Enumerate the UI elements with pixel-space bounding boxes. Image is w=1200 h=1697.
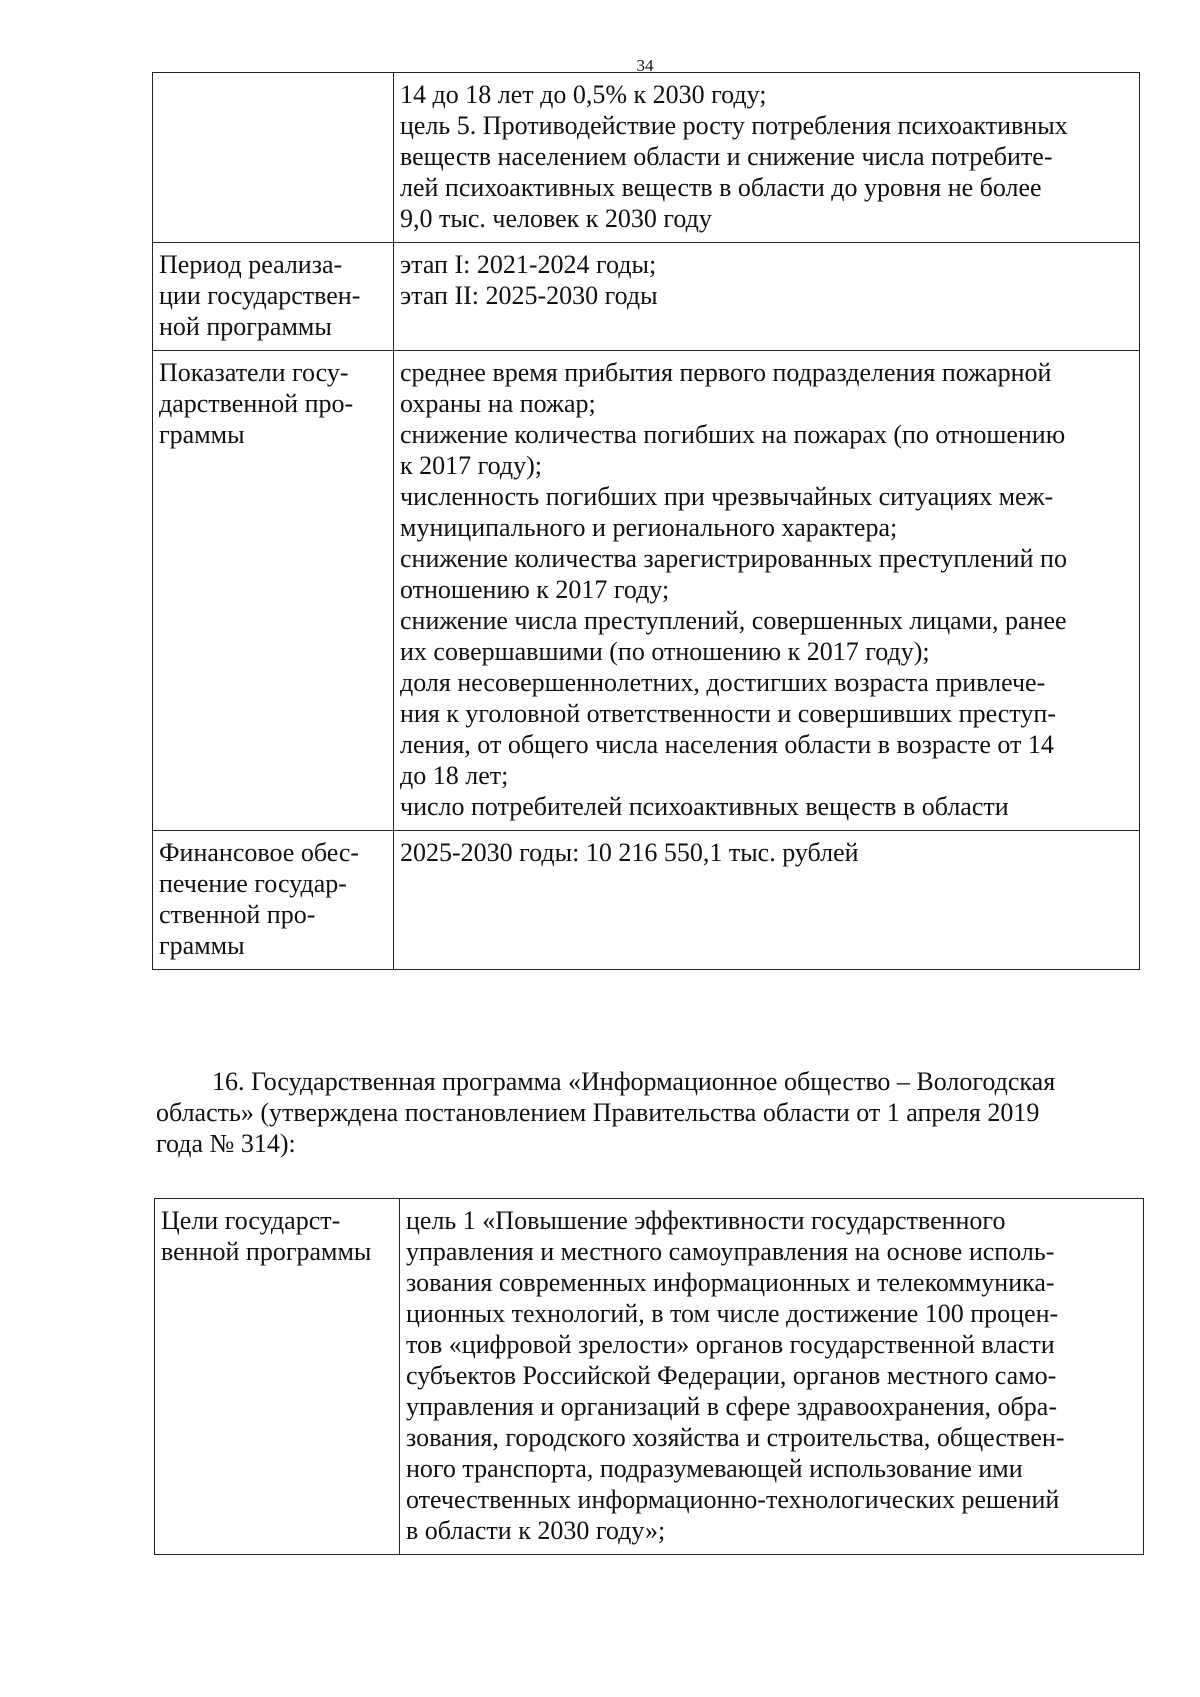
paragraph-line: 16. Государственная программа «Информационное общество – Вологодская bbox=[212, 1067, 1056, 1096]
text-line: ного транспорта, подразумевающей использование ими bbox=[406, 1454, 1023, 1483]
text-line: зования современных информационных и телекоммуника- bbox=[406, 1268, 1055, 1297]
passport-table-continued bbox=[152, 72, 1140, 970]
text-line: этап II: 2025-2030 годы bbox=[400, 281, 658, 310]
label-line: Период реализа- bbox=[159, 250, 343, 279]
text-line: среднее время прибытия первого подразделения пожарной bbox=[400, 358, 1052, 387]
text-line: к 2017 году); bbox=[400, 451, 543, 480]
text-line: управления и местного самоуправления на основе исполь- bbox=[406, 1237, 1055, 1266]
text-line: ционных технологий, в том числе достижение 100 процен- bbox=[406, 1299, 1059, 1328]
row-value-cell bbox=[400, 1199, 1144, 1555]
label-line: ции государствен- bbox=[159, 281, 361, 310]
label-line: Финансовое обес- bbox=[159, 838, 360, 867]
text-line: ния к уголовной ответственности и совершивших преступ- bbox=[400, 699, 1056, 728]
text-line: управления и организаций в сфере здравоохранения, обра- bbox=[406, 1392, 1057, 1421]
label-line: Цели государст- bbox=[161, 1206, 341, 1235]
text-line: лей психоактивных веществ в области до уровня не более bbox=[400, 173, 1042, 202]
text-line: снижение числа преступлений, совершенных лицами, ранее bbox=[400, 606, 1067, 635]
label-line: венной программы bbox=[161, 1237, 372, 1266]
section-paragraph bbox=[156, 1066, 1146, 1159]
row-value-cell bbox=[394, 243, 1140, 351]
text-line: отношению к 2017 году; bbox=[400, 575, 670, 604]
row-label-cell bbox=[153, 243, 394, 351]
label-line: граммы bbox=[159, 931, 245, 960]
text-line: субъектов Российской Федерации, органов местного само- bbox=[406, 1361, 1057, 1390]
table-row bbox=[153, 351, 1140, 831]
text-line: численность погибших при чрезвычайных ситуациях меж- bbox=[400, 482, 1054, 511]
label-line: печение государ- bbox=[159, 869, 347, 898]
text-line: отечественных информационно-технологических решений bbox=[406, 1485, 1060, 1514]
row-label-cell bbox=[153, 73, 394, 243]
row-label-cell bbox=[155, 1199, 400, 1555]
text-line: снижение количества зарегистрированных преступлений по bbox=[400, 544, 1067, 573]
text-line: 9,0 тыс. человек к 2030 году bbox=[400, 204, 712, 233]
label-line: Показатели госу- bbox=[159, 358, 349, 387]
text-line: веществ населением области и снижение числа потребите- bbox=[400, 142, 1053, 171]
text-line: снижение количества погибших на пожарах (по отношению bbox=[400, 420, 1066, 449]
text-line: в области к 2030 году»; bbox=[406, 1516, 666, 1545]
row-value-cell bbox=[394, 831, 1140, 970]
text-line: цель 5. Противодействие росту потребления психоактивных bbox=[400, 111, 1068, 140]
text-line: их совершавшими (по отношению к 2017 году); bbox=[400, 637, 930, 666]
table-row bbox=[155, 1199, 1144, 1555]
text-line: до 18 лет; bbox=[400, 761, 509, 790]
label-line: ственной про- bbox=[159, 900, 316, 929]
row-label-cell bbox=[153, 351, 394, 831]
text-line: 2025-2030 годы: 10 216 550,1 тыс. рублей bbox=[400, 838, 859, 867]
text-line: охраны на пожар; bbox=[400, 389, 596, 418]
text-line: ления, от общего числа населения области в возрасте от 14 bbox=[400, 730, 1054, 759]
text-line: цель 1 «Повышение эффективности государственного bbox=[406, 1206, 1006, 1235]
paragraph-line: года № 314): bbox=[156, 1129, 296, 1158]
label-line: граммы bbox=[159, 420, 245, 449]
label-line: ной программы bbox=[159, 312, 332, 341]
table-row bbox=[153, 243, 1140, 351]
row-value-cell bbox=[394, 351, 1140, 831]
table-row bbox=[153, 73, 1140, 243]
text-line: тов «цифровой зрелости» органов государственной власти bbox=[406, 1330, 1055, 1359]
row-value-cell bbox=[394, 73, 1140, 243]
table-row bbox=[153, 831, 1140, 970]
text-line: число потребителей психоактивных веществ в области bbox=[400, 792, 1009, 821]
text-line: доля несовершеннолетних, достигших возраста привлече- bbox=[400, 668, 1046, 697]
text-line: 14 до 18 лет до 0,5% к 2030 году; bbox=[400, 80, 767, 109]
label-line: дарственной про- bbox=[159, 389, 354, 418]
row-label-cell bbox=[153, 831, 394, 970]
passport-table-program-16 bbox=[154, 1198, 1144, 1555]
page-number: 34 bbox=[636, 56, 654, 75]
text-line: муниципального и регионального характера; bbox=[400, 513, 898, 542]
text-line: зования, городского хозяйства и строительства, обществен- bbox=[406, 1423, 1065, 1452]
paragraph-line: область» (утверждена постановлением Правительства области от 1 апреля 2019 bbox=[156, 1098, 1040, 1127]
text-line: этап I: 2021-2024 годы; bbox=[400, 250, 657, 279]
